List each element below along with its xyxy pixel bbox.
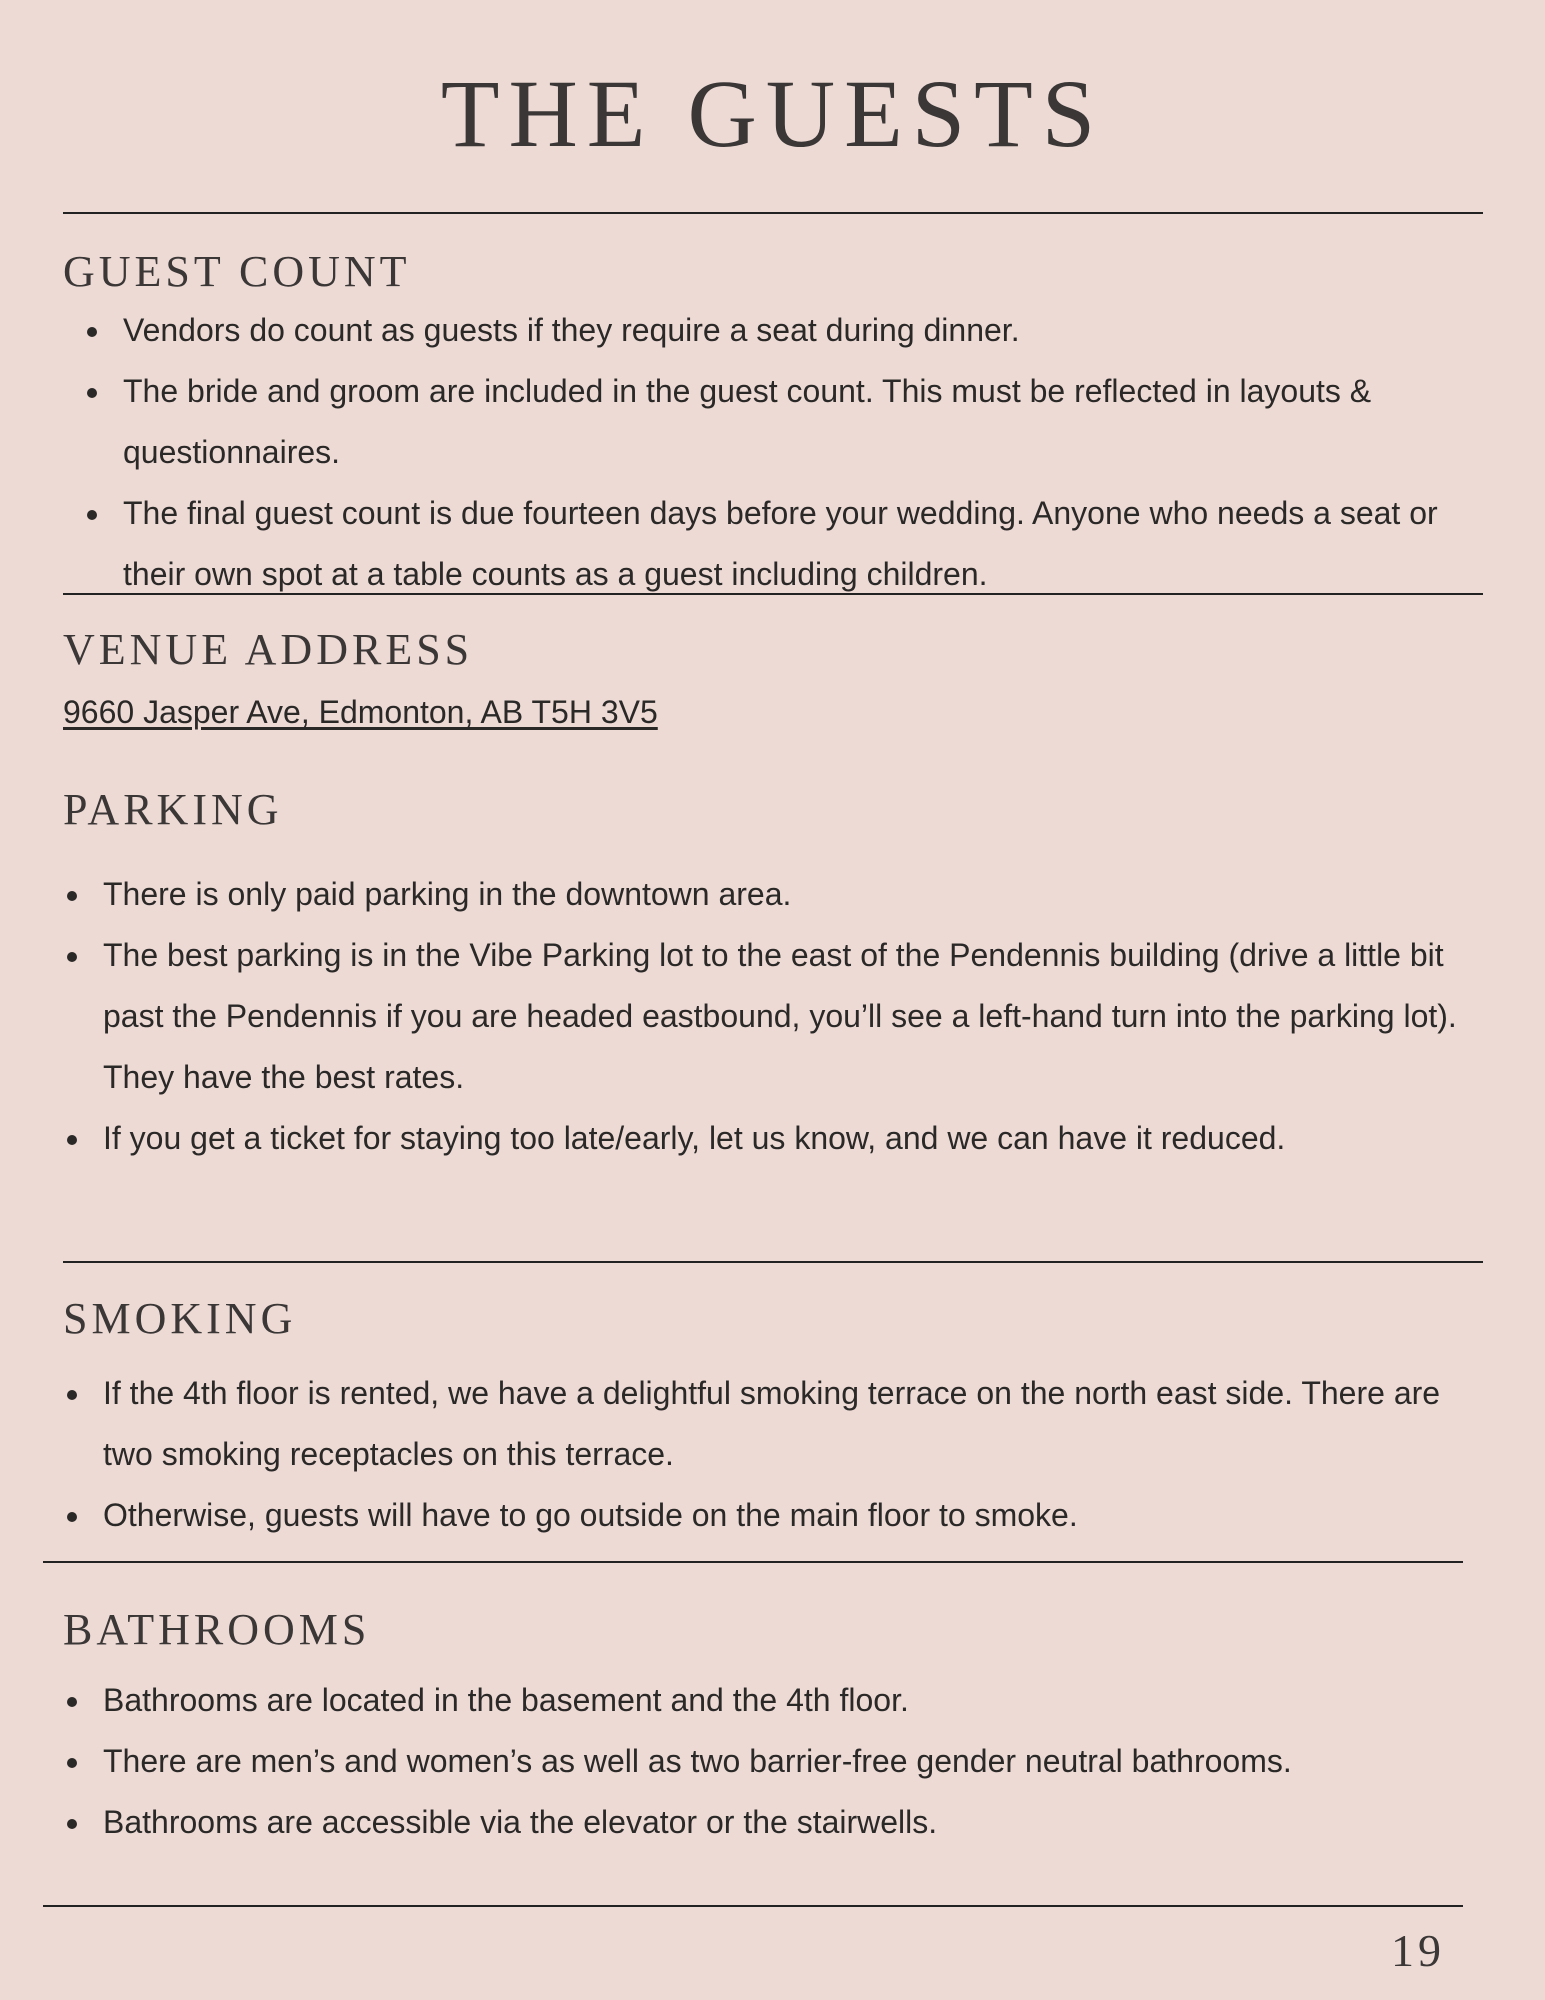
bathrooms-list xyxy=(63,1670,1483,1853)
bathrooms-heading: BATHROOMS xyxy=(63,1605,371,1654)
list-item: There is only paid parking in the downtown area. xyxy=(63,864,1483,925)
list-item: If the 4th floor is rented, we have a delightful smoking terrace on the north east side. There are two smoking receptacles on this terrace. xyxy=(63,1363,1483,1485)
guest-count-heading: GUEST COUNT xyxy=(63,247,411,296)
smoking-heading: SMOKING xyxy=(63,1294,297,1343)
divider xyxy=(43,1561,1463,1563)
list-item: The bride and groom are included in the guest count. This must be reflected in layouts & questionnaires. xyxy=(83,361,1483,483)
list-item: Otherwise, guests will have to go outside on the main floor to smoke. xyxy=(63,1485,1483,1546)
smoking-list xyxy=(63,1363,1483,1546)
list-item: Vendors do count as guests if they require a seat during dinner. xyxy=(83,300,1483,361)
list-item: The final guest count is due fourteen days before your wedding. Anyone who needs a seat or their own spot at a table counts as a guest including children. xyxy=(83,483,1483,605)
divider xyxy=(63,593,1483,595)
list-item: The best parking is in the Vibe Parking lot to the east of the Pendennis building (drive a little bit past the Pendennis if you are headed eastbound, you’ll see a left-hand turn into the parking lot). They have the best rates. xyxy=(63,925,1483,1108)
divider xyxy=(63,1261,1483,1263)
page-title: THE GUESTS xyxy=(440,60,1105,167)
list-item: If you get a ticket for staying too late/early, let us know, and we can have it reduced. xyxy=(63,1108,1483,1169)
parking-list xyxy=(63,864,1483,1169)
parking-heading: PARKING xyxy=(63,785,283,834)
list-item: There are men’s and women’s as well as two barrier-free gender neutral bathrooms. xyxy=(63,1731,1483,1792)
page-number: 19 xyxy=(1391,1925,1445,1976)
list-item: Bathrooms are located in the basement and the 4th floor. xyxy=(63,1670,1483,1731)
divider xyxy=(63,212,1483,214)
venue-address-link[interactable]: 9660 Jasper Ave, Edmonton, AB T5H 3V5 xyxy=(63,694,658,730)
guest-count-list xyxy=(83,300,1483,605)
venue-address-heading: VENUE ADDRESS xyxy=(63,625,474,674)
list-item: Bathrooms are accessible via the elevator or the stairwells. xyxy=(63,1792,1483,1853)
divider xyxy=(43,1905,1463,1907)
